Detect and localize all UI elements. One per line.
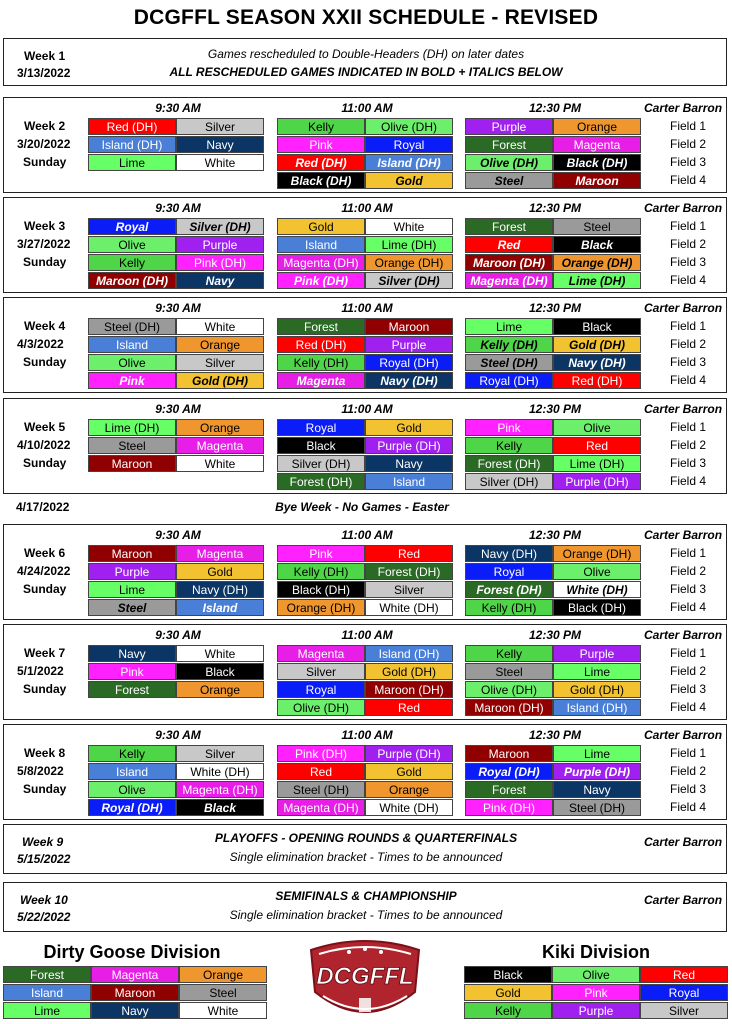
time-header: 11:00 AM (341, 101, 393, 115)
game-cell: Kelly (DH) (465, 599, 553, 616)
field-label: Field 4 (670, 600, 707, 614)
field-label: Field 2 (670, 137, 707, 151)
game-cell: Orange (553, 118, 641, 135)
game-cell: Maroon (88, 455, 176, 472)
game-cell: Gold (DH) (365, 663, 453, 680)
game-cell: Olive (553, 419, 641, 436)
game-cell: Red (465, 236, 553, 253)
field-label: Field 4 (670, 474, 707, 488)
game-cell: Forest (DH) (365, 563, 453, 580)
division-team: Kelly (464, 1002, 552, 1019)
game-cell: Steel (DH) (88, 318, 176, 335)
time-header: 11:00 AM (341, 528, 393, 542)
game-cell: Pink (88, 663, 176, 680)
time-header: 9:30 AM (155, 301, 201, 315)
game-cell: Orange (DH) (553, 254, 641, 271)
week-label: Week 3 (24, 219, 66, 233)
time-header: 12:30 PM (528, 201, 582, 215)
game-cell: White (176, 318, 264, 335)
field-label: Field 3 (670, 255, 707, 269)
game-cell: Silver (365, 581, 453, 598)
game-cell: Lime (88, 581, 176, 598)
game-cell: Island (DH) (365, 645, 453, 662)
week-block (3, 524, 727, 620)
game-cell: Navy (DH) (176, 581, 264, 598)
game-cell: White (DH) (553, 581, 641, 598)
game-cell: Magenta (176, 437, 264, 454)
game-cell: Island (88, 763, 176, 780)
game-cell: Pink (DH) (277, 745, 365, 762)
field-label: Field 3 (670, 682, 707, 696)
playoff-week: Week 10 (20, 893, 68, 907)
week-label: Week 2 (24, 119, 66, 133)
game-cell: Kelly (DH) (277, 354, 365, 371)
division-team: Maroon (91, 984, 179, 1001)
playoff-title: PLAYOFFS - OPENING ROUNDS & QUARTERFINALS (214, 831, 518, 845)
game-cell: Lime (DH) (88, 419, 176, 436)
time-header: 9:30 AM (155, 528, 201, 542)
playoff-box-week10 (3, 882, 727, 932)
game-cell: Kelly (DH) (277, 563, 365, 580)
game-cell: Lime (553, 663, 641, 680)
week-block (3, 398, 727, 494)
game-cell: Black (DH) (277, 581, 365, 598)
time-header: 12:30 PM (528, 628, 582, 642)
week-day: Sunday (23, 456, 67, 470)
game-cell: Gold (277, 218, 365, 235)
division-team: Olive (552, 966, 640, 983)
game-cell: Kelly (465, 437, 553, 454)
game-cell: Black (DH) (553, 154, 641, 171)
game-cell: Black (176, 663, 264, 680)
game-cell: Red (DH) (277, 154, 365, 171)
game-cell: Olive (88, 354, 176, 371)
field-label: Field 1 (670, 746, 707, 760)
time-header: 11:00 AM (341, 628, 393, 642)
game-cell: Forest (277, 318, 365, 335)
game-cell: Black (DH) (277, 172, 365, 189)
game-cell: Olive (DH) (465, 681, 553, 698)
field-label: Field 2 (670, 764, 707, 778)
playoff-venue: Carter Barron (644, 835, 723, 849)
game-cell: Royal (DH) (465, 372, 553, 389)
week-label: Week 8 (24, 746, 66, 760)
field-label: Field 4 (670, 273, 707, 287)
division-team: Royal (640, 984, 728, 1001)
week-day: Sunday (23, 782, 67, 796)
field-label: Field 1 (670, 420, 707, 434)
game-cell: Forest (465, 218, 553, 235)
game-cell: Olive (DH) (465, 154, 553, 171)
game-cell: Pink (DH) (277, 272, 365, 289)
field-label: Field 3 (670, 782, 707, 796)
game-cell: White (176, 154, 264, 171)
field-label: Field 1 (670, 119, 707, 133)
division-team: Forest (3, 966, 91, 983)
game-cell: Magenta (176, 545, 264, 562)
game-cell: Silver (176, 354, 264, 371)
game-cell: Orange (176, 419, 264, 436)
field-label: Field 4 (670, 173, 707, 187)
game-cell: Orange (176, 336, 264, 353)
game-cell: Magenta (553, 136, 641, 153)
field-label: Field 3 (670, 155, 707, 169)
week-day: Sunday (23, 255, 67, 269)
division-team: Lime (3, 1002, 91, 1019)
game-cell: White (DH) (365, 599, 453, 616)
game-cell: Purple (465, 118, 553, 135)
game-cell: Silver (176, 745, 264, 762)
game-cell: Maroon (465, 745, 553, 762)
playoff-title: SEMIFINALS & CHAMPIONSHIP (275, 889, 457, 903)
game-cell: Black (277, 437, 365, 454)
game-cell: Orange (DH) (277, 599, 365, 616)
game-cell: Maroon (DH) (88, 272, 176, 289)
game-cell: Gold (DH) (553, 681, 641, 698)
division-team: Steel (179, 984, 267, 1001)
division-team: Magenta (91, 966, 179, 983)
game-cell: Magenta (277, 645, 365, 662)
game-cell: Black (553, 318, 641, 335)
game-cell: Lime (88, 154, 176, 171)
game-cell: Orange (DH) (365, 254, 453, 271)
game-cell: Silver (DH) (277, 455, 365, 472)
field-label: Field 3 (670, 582, 707, 596)
game-cell: Gold (365, 419, 453, 436)
game-cell: Royal (DH) (465, 763, 553, 780)
game-cell: Red (DH) (553, 372, 641, 389)
time-header: 9:30 AM (155, 201, 201, 215)
division-title: Kiki Division (541, 942, 651, 962)
game-cell: White (176, 645, 264, 662)
game-cell: Lime (553, 745, 641, 762)
game-cell: Steel (DH) (277, 781, 365, 798)
game-cell: Forest (DH) (465, 581, 553, 598)
game-cell: Olive (88, 236, 176, 253)
field-label: Field 3 (670, 355, 707, 369)
field-label: Field 3 (670, 456, 707, 470)
playoff-date: 5/22/2022 (17, 910, 71, 924)
field-label: Field 2 (670, 564, 707, 578)
game-cell: Gold (365, 172, 453, 189)
time-header: 12:30 PM (528, 528, 582, 542)
division-team: Black (464, 966, 552, 983)
game-cell: Forest (465, 136, 553, 153)
game-cell: Island (365, 473, 453, 490)
time-header: 12:30 PM (528, 101, 582, 115)
game-cell: White (176, 455, 264, 472)
field-label: Field 4 (670, 800, 707, 814)
time-header: 11:00 AM (341, 301, 393, 315)
game-cell: Magenta (DH) (277, 799, 365, 816)
game-cell: Red (DH) (88, 118, 176, 135)
game-cell: Orange (DH) (553, 545, 641, 562)
time-header: 11:00 AM (341, 201, 393, 215)
game-cell: White (DH) (176, 763, 264, 780)
intro-box (3, 38, 727, 86)
game-cell: Silver (176, 118, 264, 135)
game-cell: Kelly (465, 645, 553, 662)
game-cell: Royal (365, 136, 453, 153)
intro-week: Week 1 (24, 49, 66, 63)
game-cell: Navy (176, 136, 264, 153)
week-date: 5/1/2022 (17, 664, 64, 678)
week-date: 4/10/2022 (17, 438, 71, 452)
intro-line-2: ALL RESCHEDULED GAMES INDICATED IN BOLD + ITALICS BELOW (169, 65, 563, 79)
game-cell: Island (176, 599, 264, 616)
game-cell: Olive (553, 563, 641, 580)
field-label: Field 2 (670, 237, 707, 251)
time-header: 12:30 PM (528, 402, 582, 416)
field-label: Field 4 (670, 373, 707, 387)
game-cell: Navy (DH) (365, 372, 453, 389)
game-cell: Maroon (DH) (465, 699, 553, 716)
game-cell: Kelly (88, 254, 176, 271)
week-date: 3/20/2022 (17, 137, 71, 151)
game-cell: Navy (365, 455, 453, 472)
game-cell: Forest (DH) (465, 455, 553, 472)
game-cell: Silver (DH) (465, 473, 553, 490)
venue-header: Carter Barron (644, 201, 723, 215)
game-cell: Royal (277, 681, 365, 698)
game-cell: Navy (176, 272, 264, 289)
field-label: Field 4 (670, 700, 707, 714)
game-cell: Purple (365, 336, 453, 353)
game-cell: Purple (DH) (365, 437, 453, 454)
game-cell: Steel (553, 218, 641, 235)
playoff-date: 5/15/2022 (17, 852, 71, 866)
game-cell: Purple (DH) (365, 745, 453, 762)
time-header: 9:30 AM (155, 101, 201, 115)
field-label: Field 2 (670, 337, 707, 351)
week-block (3, 97, 727, 193)
week-date: 5/8/2022 (17, 764, 64, 778)
division-team: White (179, 1002, 267, 1019)
game-cell: Olive (DH) (365, 118, 453, 135)
week-block (3, 624, 727, 720)
division-team: Gold (464, 984, 552, 1001)
bye-text: Bye Week - No Games - Easter (275, 500, 449, 514)
game-cell: Pink (465, 419, 553, 436)
game-cell: Steel (88, 599, 176, 616)
game-cell: Navy (88, 645, 176, 662)
week-block (3, 297, 727, 393)
division-team: Navy (91, 1002, 179, 1019)
time-header: 12:30 PM (528, 728, 582, 742)
game-cell: Olive (DH) (277, 699, 365, 716)
week-block (3, 724, 727, 820)
game-cell: Island (DH) (553, 699, 641, 716)
game-cell: Black (176, 799, 264, 816)
week-label: Week 6 (24, 546, 66, 560)
game-cell: Kelly (88, 745, 176, 762)
game-cell: Red (DH) (277, 336, 365, 353)
field-label: Field 2 (670, 438, 707, 452)
game-cell: Orange (176, 681, 264, 698)
division-team: Purple (552, 1002, 640, 1019)
game-cell: Royal (88, 218, 176, 235)
game-cell: Steel (88, 437, 176, 454)
venue-header: Carter Barron (644, 628, 723, 642)
playoff-week: Week 9 (22, 835, 64, 849)
game-cell: Pink (88, 372, 176, 389)
game-cell: Steel (DH) (465, 354, 553, 371)
venue-header: Carter Barron (644, 301, 723, 315)
time-header: 11:00 AM (341, 402, 393, 416)
game-cell: Pink (DH) (176, 254, 264, 271)
week-day: Sunday (23, 682, 67, 696)
field-label: Field 1 (670, 546, 707, 560)
game-cell: Gold (176, 563, 264, 580)
game-cell: Pink (277, 545, 365, 562)
game-cell: Pink (277, 136, 365, 153)
game-cell: Red (365, 545, 453, 562)
game-cell: Magenta (DH) (277, 254, 365, 271)
intro-date: 3/13/2022 (17, 66, 71, 80)
playoff-sub: Single elimination bracket - Times to be announced (229, 908, 503, 922)
field-label: Field 1 (670, 319, 707, 333)
venue-header: Carter Barron (644, 101, 723, 115)
week-date: 3/27/2022 (17, 237, 71, 251)
time-header: 9:30 AM (155, 728, 201, 742)
game-cell: Steel (465, 663, 553, 680)
game-cell: Royal (DH) (88, 799, 176, 816)
week-label: Week 5 (24, 420, 66, 434)
division-title: Dirty Goose Division (43, 942, 221, 962)
game-cell: Purple (DH) (553, 763, 641, 780)
week-day: Sunday (23, 355, 67, 369)
dcgffl-logo (303, 936, 427, 1022)
venue-header: Carter Barron (644, 528, 723, 542)
time-header: 9:30 AM (155, 628, 201, 642)
time-header: 12:30 PM (528, 301, 582, 315)
game-cell: Black (553, 236, 641, 253)
playoff-box-week9 (3, 824, 727, 874)
field-label: Field 2 (670, 664, 707, 678)
game-cell: White (DH) (365, 799, 453, 816)
game-cell: Purple (553, 645, 641, 662)
game-cell: Lime (DH) (553, 455, 641, 472)
game-cell: Navy (DH) (553, 354, 641, 371)
game-cell: Olive (88, 781, 176, 798)
game-cell: Orange (365, 781, 453, 798)
week-label: Week 4 (24, 319, 66, 333)
time-header: 11:00 AM (341, 728, 393, 742)
page-title: DCGFFL SEASON XXII SCHEDULE - REVISED (133, 6, 599, 29)
game-cell: Magenta (DH) (465, 272, 553, 289)
bye-date: 4/17/2022 (16, 500, 70, 514)
game-cell: Island (277, 236, 365, 253)
game-cell: Steel (465, 172, 553, 189)
venue-header: Carter Barron (644, 728, 723, 742)
game-cell: Navy (DH) (465, 545, 553, 562)
game-cell: Gold (DH) (553, 336, 641, 353)
game-cell: Purple (88, 563, 176, 580)
week-block (3, 197, 727, 293)
game-cell: Gold (DH) (176, 372, 264, 389)
game-cell: Silver (DH) (176, 218, 264, 235)
week-date: 4/24/2022 (17, 564, 71, 578)
game-cell: Purple (DH) (553, 473, 641, 490)
division-team: Pink (552, 984, 640, 1001)
game-cell: Lime (465, 318, 553, 335)
week-day: Sunday (23, 155, 67, 169)
game-cell: Royal (465, 563, 553, 580)
game-cell: Lime (DH) (553, 272, 641, 289)
game-cell: Maroon (553, 172, 641, 189)
game-cell: Maroon (365, 318, 453, 335)
game-cell: Forest (88, 681, 176, 698)
venue-header: Carter Barron (644, 402, 723, 416)
week-label: Week 7 (24, 646, 66, 660)
game-cell: Maroon (88, 545, 176, 562)
game-cell: Kelly (277, 118, 365, 135)
game-cell: Lime (DH) (365, 236, 453, 253)
game-cell: White (365, 218, 453, 235)
week-date: 4/3/2022 (17, 337, 64, 351)
game-cell: Black (DH) (553, 599, 641, 616)
game-cell: Steel (DH) (553, 799, 641, 816)
game-cell: Island (DH) (365, 154, 453, 171)
logo-text: DCGFFL (316, 963, 414, 990)
field-label: Field 1 (670, 219, 707, 233)
game-cell: Forest (DH) (277, 473, 365, 490)
game-cell: Red (277, 763, 365, 780)
game-cell: Navy (553, 781, 641, 798)
playoff-sub: Single elimination bracket - Times to be announced (229, 850, 503, 864)
game-cell: Maroon (DH) (365, 681, 453, 698)
game-cell: Red (553, 437, 641, 454)
field-label: Field 1 (670, 646, 707, 660)
game-cell: Magenta (277, 372, 365, 389)
division-team: Island (3, 984, 91, 1001)
game-cell: Maroon (DH) (465, 254, 553, 271)
game-cell: Royal (277, 419, 365, 436)
game-cell: Pink (DH) (465, 799, 553, 816)
game-cell: Silver (DH) (365, 272, 453, 289)
intro-line-1: Games rescheduled to Double-Headers (DH) on later dates (207, 47, 525, 61)
game-cell: Purple (176, 236, 264, 253)
game-cell: Island (88, 336, 176, 353)
time-header: 9:30 AM (155, 402, 201, 416)
game-cell: Magenta (DH) (176, 781, 264, 798)
week-day: Sunday (23, 582, 67, 596)
game-cell: Silver (277, 663, 365, 680)
game-cell: Gold (365, 763, 453, 780)
playoff-venue: Carter Barron (644, 893, 723, 907)
game-cell: Red (365, 699, 453, 716)
division-team: Silver (640, 1002, 728, 1019)
game-cell: Island (DH) (88, 136, 176, 153)
game-cell: Kelly (DH) (465, 336, 553, 353)
division-team: Red (640, 966, 728, 983)
game-cell: Forest (465, 781, 553, 798)
game-cell: Royal (DH) (365, 354, 453, 371)
division-team: Orange (179, 966, 267, 983)
